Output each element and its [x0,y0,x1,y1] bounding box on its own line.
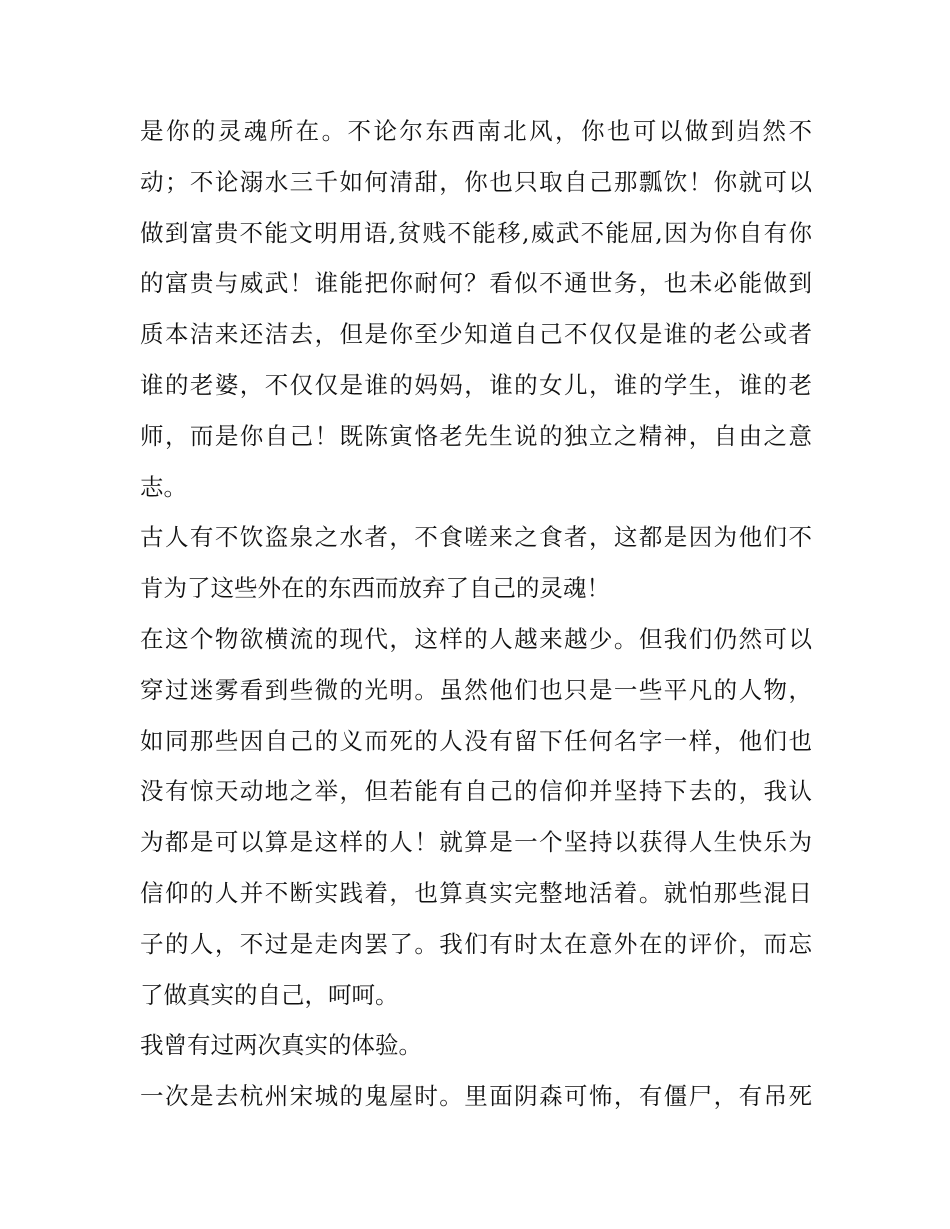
text-line: 信仰的人并不断实践着，也算真实完整地活着。就怕那些混日 [140,878,812,907]
text-line: 一次是去杭州宋城的鬼屋时。里面阴森可怖，有僵尸，有吊死 [140,1082,812,1111]
text-line: 了做真实的自己，呵呵。 [140,980,399,1009]
text-line: 在这个物欲横流的现代，这样的人越来越少。但我们仍然可以 [140,624,812,653]
text-line: 子的人，不过是走肉罢了。我们有时太在意外在的评价，而忘 [140,929,812,958]
text-line: 的富贵与威武！谁能把你耐何？看似不通世务，也未必能做到 [140,269,812,298]
text-line: 为都是可以算是这样的人！就算是一个坚持以获得人生快乐为 [140,828,812,857]
text-line: 师，而是你自己！既陈寅恪老先生说的独立之精神，自由之意 [140,421,812,450]
text-line: 谁的老婆，不仅仅是谁的妈妈，谁的女儿，谁的学生，谁的老 [140,370,812,399]
text-line: 肯为了这些外在的东西而放弃了自己的灵魂！ [140,574,610,603]
text-line: 质本洁来还洁去，但是你至少知道自己不仅仅是谁的老公或者 [140,320,812,349]
text-line: 志。 [140,472,187,501]
text-line: 没有惊天动地之举，但若能有自己的信仰并坚持下去的，我认 [140,777,812,806]
text-line: 动；不论溺水三千如何清甜，你也只取自己那瓢饮！你就可以 [140,167,812,196]
text-line: 古人有不饮盗泉之水者，不食嗟来之食者，这都是因为他们不 [140,523,812,552]
text-line: 是你的灵魂所在。不论尔东西南北风，你也可以做到岿然不 [140,117,812,145]
text-line: 如同那些因自己的义而死的人没有留下任何名字一样，他们也 [140,726,812,755]
text-line: 穿过迷雾看到些微的光明。虽然他们也只是一些平凡的人物， [140,675,812,704]
body-text [140,106,812,1122]
text-line: 做到富贵不能文明用语,贫贱不能移,威武不能屈,因为你自有你 [140,218,812,247]
text-line: 我曾有过两次真实的体验。 [140,1031,422,1060]
